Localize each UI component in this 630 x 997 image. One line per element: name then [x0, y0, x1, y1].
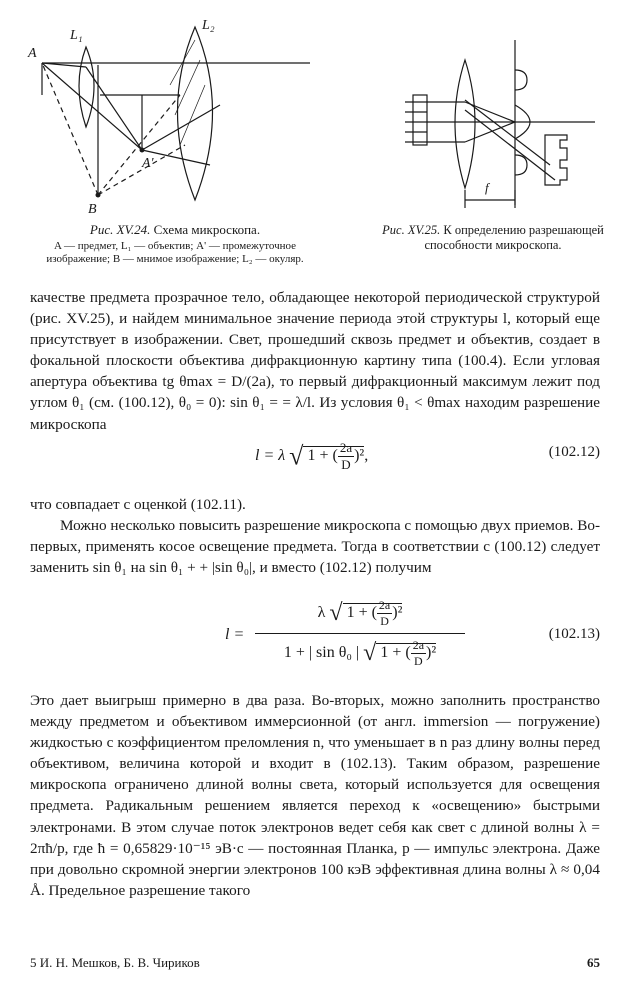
figure1-caption-text: Схема микроскопа. — [153, 222, 261, 237]
figure2-caption-title: Рис. XV.25. — [382, 223, 441, 237]
eq2-lhs: l = — [225, 626, 245, 643]
eq2-num-top: 2a — [378, 598, 391, 612]
label-L1: L₁ — [70, 28, 83, 43]
paragraph-1 — [30, 287, 600, 435]
eq2-num-bottom: 2a — [412, 638, 425, 652]
eq2-number: (102.13) — [548, 626, 600, 642]
figure1-legend: A — предмет, L₁ — объектив; A' — промежуточное изображение; B — мнимое изображение; L₂ — окуляр. — [46, 240, 304, 265]
paragraph-1-text: качестве предмета прозрачное тело, обладающее некоторой периодической структурой (рис. XV.25), и найдем минимальное значение периода этой структуры l, который еще присутствует в изображении. Свет, прошедший сквозь предмет и объектив, создает в фокальной плоскости объектива дифракционную картину типа (100.4). Если угловая апертура объектива tg θmax = D/(2a), то первый дифракционный максимум лежит под углом θ₁ (см. (100.12), θ₀ = 0): sin θ₁ = = λ/l. Из условия θ₁ < θmax находим разрешение микроскопа — [30, 289, 600, 433]
eq2-top: λ — [317, 604, 326, 622]
eq2-den-bottom: D — [414, 654, 423, 668]
equation-102-13: l = λ √ 1 + ( $\frac{2a}{D}$ )² 1 + | sin θ₀ | √ 1 + ( $\frac{2a}{D}$ )² (102.13) — [225, 598, 600, 668]
footer-authors: 5 И. Н. Мешков, Б. В. Чириков — [30, 955, 200, 970]
resolution-figure — [395, 40, 600, 210]
label-f: f — [485, 180, 489, 195]
figure1-caption-title: Рис. XV.24. — [89, 222, 151, 237]
paragraph-3-text: Можно несколько повысить разрешение микроскопа с помощью двух приемов. Во-первых, применять косое освещение предмета. Тогда в соответствии с (100.12) следует заменить sin θ₁ на sin θ₁ + + |sin θ₀|, и вместо (102.12) получим — [30, 517, 600, 577]
paragraph-2-text: что совпадает с оценкой (102.11). — [30, 496, 246, 513]
label-A: A — [28, 46, 37, 61]
equation-102-12: l = λ √ 1 + ( $\frac{2a}{D}$ )², (102.12) — [255, 440, 600, 472]
eq1-num: 2a — [339, 440, 353, 455]
figure2-caption — [378, 223, 608, 253]
page-number: 65 — [587, 955, 600, 970]
page-footer — [30, 955, 600, 971]
label-Aprime: A' — [142, 156, 154, 171]
label-B: B — [88, 202, 97, 217]
label-L2: L₂ — [202, 18, 215, 33]
paragraph-4 — [30, 690, 600, 901]
figure2-caption-text: К определению разрешающей способности микроскопа. — [424, 223, 604, 252]
eq1-number: (102.12) — [548, 444, 600, 460]
paragraph-2 — [30, 494, 600, 515]
eq2-den-top: D — [380, 614, 389, 628]
eq1-lhs: l = λ — [255, 447, 286, 465]
paragraph-3 — [30, 515, 600, 578]
paragraph-4-text: Это дает выигрыш примерно в два раза. Во-вторых, можно заполнить пространство между предметом и объективом иммерсионной (от англ. immersion — погружение) жидкостью с коэффициентом преломления n, что уменьшает в n раз длину волны перед объективом, величина которой и входит в (102.13). Таким образом, разрешение микроскопа ограничено длиной волны света, который используется для освещения предмета. Радикальным решением является переход к «освещению» быстрыми электронами. В этом случае поток электронов ведет себя как свет с длиной волны λ = 2πħ/p, где ħ = 0,65829·10⁻¹⁵ эВ·с — постоянная Планка, p — импульс электрона. Даже при довольно скромной энергии электронов 100 кэВ эффективная длина волны λ ≈ 0,04 Å. Предельное разрешение такого — [30, 692, 600, 899]
microscope-scheme-figure — [20, 5, 320, 220]
figure1-caption — [25, 222, 325, 266]
eq2-bottom: 1 + | sin θ₀ | — [283, 644, 360, 662]
eq1-den: D — [341, 457, 351, 472]
